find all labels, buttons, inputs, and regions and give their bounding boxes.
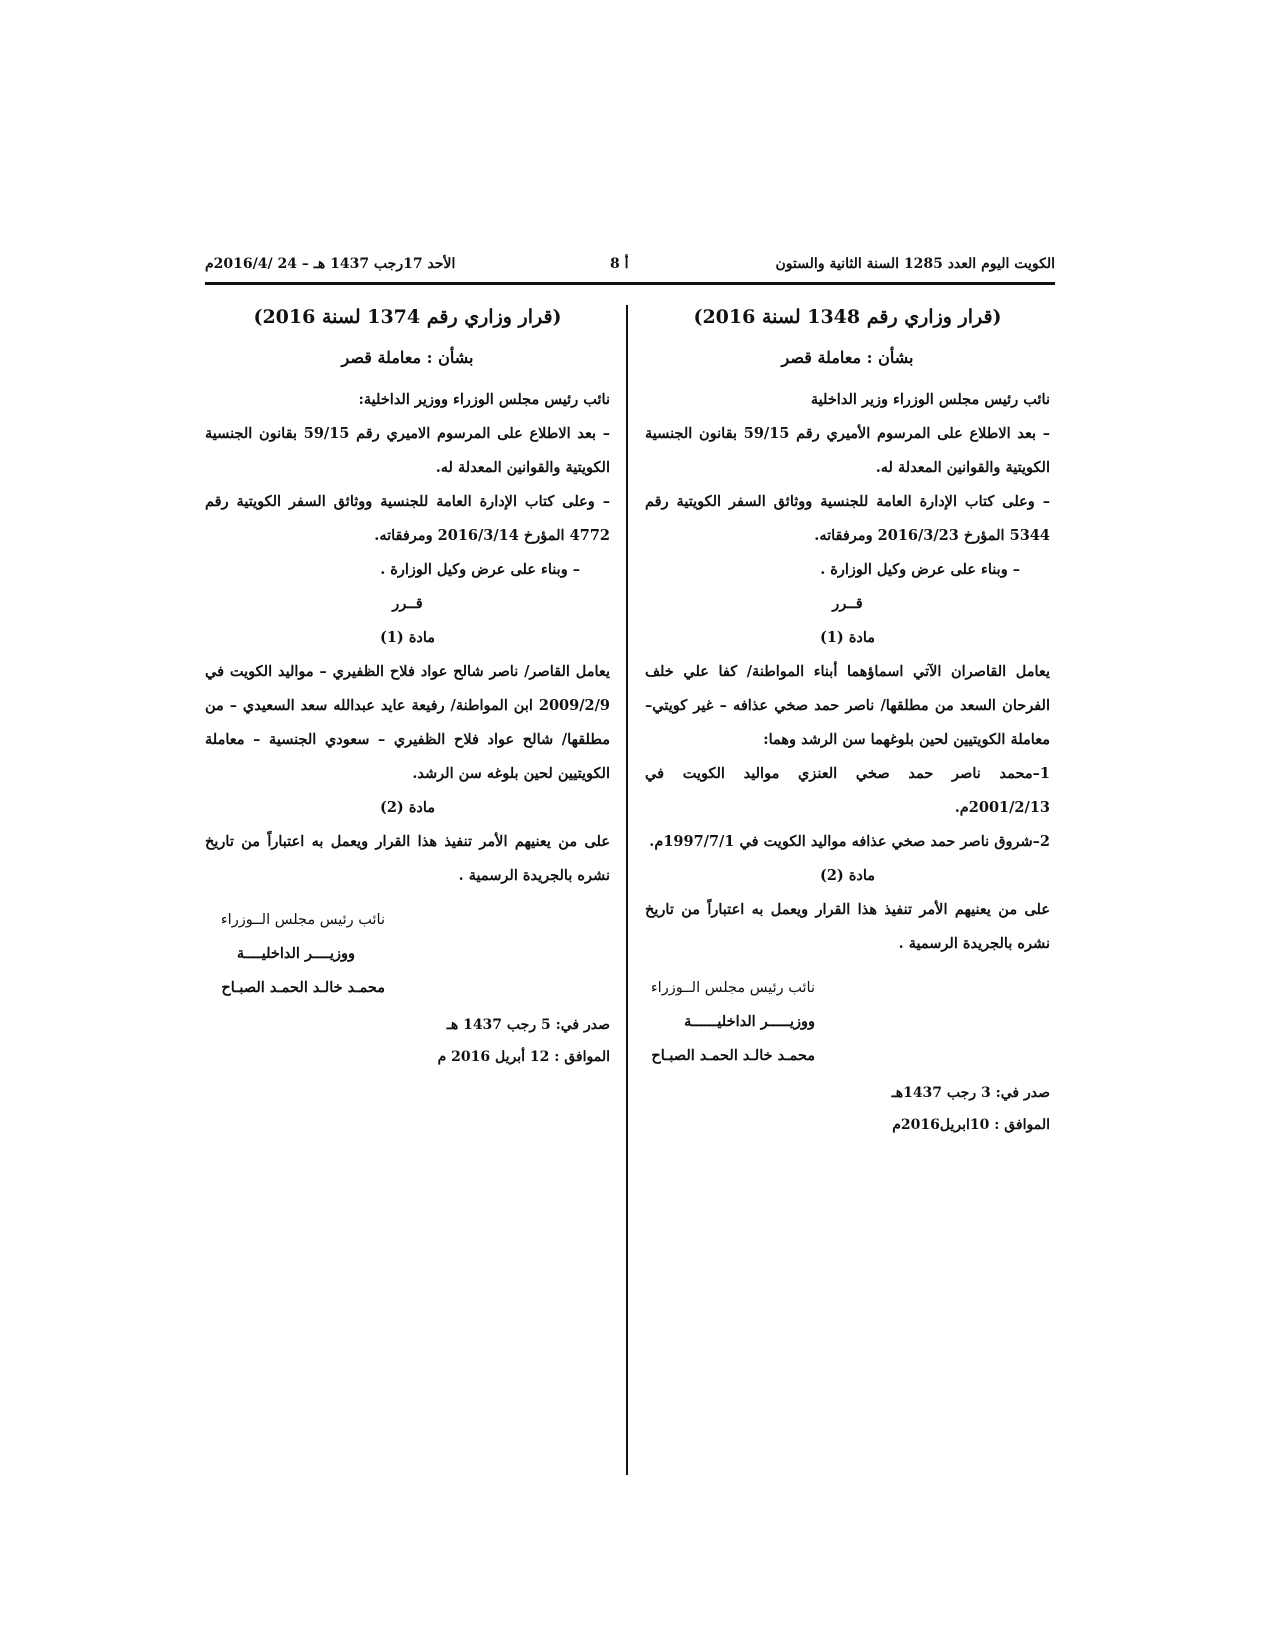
corresponding-date: الموافق : 12 أبريل 2016 م	[437, 1049, 610, 1065]
header-date: الأحد 17رجب 1437 هـ – 24 /2016/4م	[205, 256, 456, 272]
header-page-number: أ 8	[610, 256, 629, 272]
corresponding-date: الموافق : 10ابريل2016م	[892, 1117, 1050, 1133]
preamble-3: – وبناء على عرض وكيل الوزارة .	[820, 561, 1020, 578]
decision-1348	[645, 306, 1050, 1141]
preamble-2: – وعلى كتاب الإدارة العامة للجنسية ووثائق السفر الكويتية رقم 4772 المؤرخ 2016/3/14 ومرفقاته.	[205, 493, 610, 544]
article-1-item-1: 1–محمد ناصر حمد صخي العنزي مواليد الكويت في 2001/2/13م.	[645, 765, 1050, 816]
preamble-1: – بعد الاطلاع على المرسوم الاميري رقم 59/15 بقانون الجنسية الكويتية والقوانين المعدلة له.	[205, 425, 611, 476]
article-1-item-2: 2–شروق ناصر حمد صخي عذافه مواليد الكويت في 1997/7/1م.	[649, 833, 1050, 850]
decision-subject: بشأن : معاملة قصر	[781, 348, 914, 367]
article-1-body: يعامل القاصران الآتي اسماؤهما أبناء المواطنة/ كفا علي خلف الفرحان السعد من مطلقها/ ناصر حمد صخي عذافه – غير كويتي– معاملة الكويتيين لحين بلوغهما سن الرشد وهما:	[645, 663, 1050, 748]
article-1-body: يعامل القاصر/ ناصر شالح عواد فلاح الظفيري – مواليد الكويت في 2009/2/9 ابن المواطنة/ رفيعة عايد عبدالله سعد السعيدي – من مطلقها/ شالح عواد فلاح الظفيري – سعودي الجنسية – معاملة الكويتيين لحين بلوغه سن الرشد.	[205, 663, 610, 782]
decision-title: (قرار وزاري رقم 1348 لسنة 2016)	[693, 306, 1002, 328]
issue-dates	[645, 1073, 1050, 1141]
preamble-3: – وبناء على عرض وكيل الوزارة .	[380, 561, 580, 578]
preamble-1: – بعد الاطلاع على المرسوم الأميري رقم 59/15 بقانون الجنسية الكويتية والقوانين المعدلة له.	[645, 425, 1051, 476]
article-2-body: على من يعنيهم الأمر تنفيذ هذا القرار ويعمل به اعتباراً من تاريخ نشره بالجريدة الرسمية .	[645, 901, 1050, 952]
article-2-body: على من يعنيهم الأمر تنفيذ هذا القرار ويعمل به اعتباراً من تاريخ نشره بالجريدة الرسمية .	[205, 833, 610, 884]
issued-date: صدر في: 3 رجب 1437هـ	[891, 1085, 1050, 1101]
article-2-heading: مادة (2)	[819, 867, 876, 884]
column-divider	[626, 305, 628, 1475]
signature-title-2: ووزيــــر الداخليــــة	[236, 945, 355, 962]
article-1-heading: مادة (1)	[379, 629, 436, 646]
issued-date: صدر في: 5 رجب 1437 هـ	[446, 1017, 610, 1033]
page-header	[205, 252, 1055, 280]
decided-heading: قــرر	[832, 595, 863, 612]
signature-title-2: ووزيـــــر الداخليــــــة	[684, 1013, 815, 1030]
preamble-2: – وعلى كتاب الإدارة العامة للجنسية ووثائق السفر الكويتية رقم 5344 المؤرخ 2016/3/23 ومرفقاته.	[645, 493, 1050, 544]
signature-block	[205, 903, 610, 1005]
signature-title-1: نائب رئيس مجلس الــوزراء	[650, 980, 815, 996]
article-1-heading: مادة (1)	[819, 629, 876, 646]
header-rule	[205, 282, 1055, 285]
issuer: نائب رئيس مجلس الوزراء ووزير الداخلية:	[358, 391, 610, 408]
article-2-heading: مادة (2)	[379, 799, 436, 816]
signature-name: محمـد خالـد الحمـد الصبـاح	[221, 979, 385, 996]
signature-name: محمـد خالـد الحمـد الصبـاح	[651, 1047, 815, 1064]
decided-heading: قــرر	[392, 595, 423, 612]
signature-block	[645, 971, 1050, 1073]
issuer: نائب رئيس مجلس الوزراء وزير الداخلية	[810, 391, 1050, 408]
header-publication: الكويت اليوم العدد 1285 السنة الثانية والستون	[775, 256, 1055, 272]
decision-subject: بشأن : معاملة قصر	[341, 348, 474, 367]
decision-title: (قرار وزاري رقم 1374 لسنة 2016)	[253, 306, 562, 328]
signature-title-1: نائب رئيس مجلس الــوزراء	[220, 912, 385, 928]
issue-dates	[205, 1005, 610, 1073]
decision-1374	[205, 306, 610, 1073]
